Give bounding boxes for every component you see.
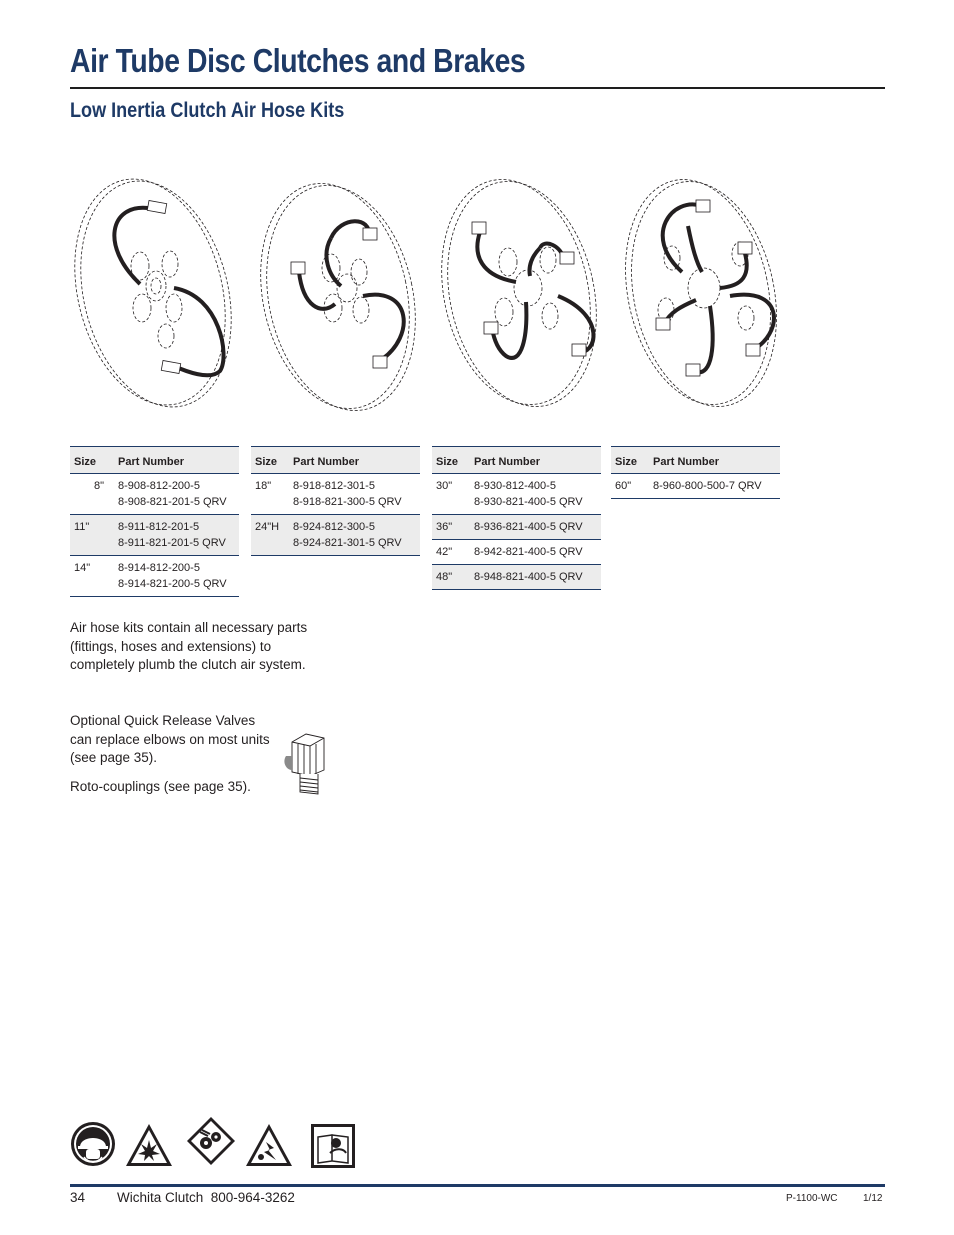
table-row: [70, 556, 239, 597]
size-cell: 18": [251, 474, 289, 515]
part-number-cell: 8-924-812-300-5 8-924-821-301-5 QRV: [289, 515, 420, 556]
part-number-header: Part Number: [470, 447, 601, 474]
size-cell: 11": [70, 515, 114, 556]
table-row: [432, 474, 601, 515]
qrv-note: Optional Quick Release Valves can replace elbows on most units (see page 35).: [70, 713, 270, 765]
part-number-cell: 8-942-821-400-5 QRV: [470, 540, 601, 565]
table-row: [432, 565, 601, 590]
page-title: Air Tube Disc Clutches and Brakes: [70, 42, 526, 79]
clutch-disc-drawing-4-hose: [432, 176, 597, 412]
part-number-cell: 8-930-812-400-5 8-930-821-400-5 QRV: [470, 474, 601, 515]
electrical-warning-icon: [244, 1122, 294, 1168]
part-number-header: Part Number: [289, 447, 420, 474]
table-row: [432, 515, 601, 540]
table-row: [70, 474, 239, 515]
parts-table-18-24: [251, 446, 420, 556]
table-row: [251, 474, 420, 515]
hardhat-icon: [70, 1121, 116, 1167]
part-number-header: Part Number: [114, 447, 239, 474]
rotating-machinery-icon: [186, 1116, 236, 1166]
size-cell: 48": [432, 565, 470, 590]
part-number-header: Part Number: [649, 447, 780, 474]
footer-divider: [70, 1184, 885, 1187]
size-cell: 8": [70, 474, 114, 515]
size-cell: 30": [432, 474, 470, 515]
part-number-cell: 8-918-812-301-5 8-918-821-300-5 QRV: [289, 474, 420, 515]
table-row: [432, 540, 601, 565]
clutch-disc-drawing-2-hose: [70, 176, 235, 412]
title-divider: [70, 87, 885, 89]
size-header: Size: [70, 447, 114, 474]
size-header: Size: [432, 447, 470, 474]
clutch-disc-drawing-6-hose: [612, 176, 777, 412]
size-header: Size: [611, 447, 649, 474]
clutch-disc-drawing-2-hose-large: [251, 176, 416, 412]
company-contact: Wichita Clutch 800-964-3262: [117, 1190, 295, 1205]
parts-table-30-48: [432, 446, 601, 590]
kit-contents-note: Air hose kits contain all necessary parts (fittings, hoses and extensions) to completely plumb the clutch air system.: [70, 620, 308, 672]
size-cell: 14": [70, 556, 114, 597]
part-number-cell: 8-914-812-200-5 8-914-821-200-5 QRV: [114, 556, 239, 597]
quick-release-valve-illustration: [284, 730, 334, 798]
section-subtitle: Low Inertia Clutch Air Hose Kits: [70, 99, 345, 122]
document-code: P-1100-WC: [786, 1193, 838, 1204]
part-number-cell: 8-936-821-400-5 QRV: [470, 515, 601, 540]
size-cell: 24"H: [251, 515, 289, 556]
parts-table-8-14: [70, 446, 239, 597]
roto-coupling-note: Roto-couplings (see page 35).: [70, 779, 251, 794]
table-row: [611, 474, 780, 499]
part-number-cell: 8-960-800-500-7 QRV: [649, 474, 780, 499]
parts-table-60: [611, 446, 780, 499]
explosion-warning-icon: [124, 1122, 174, 1168]
page-number: 34: [70, 1190, 86, 1205]
table-row: [251, 515, 420, 556]
size-cell: 36": [432, 515, 470, 540]
document-date: 1/12: [863, 1193, 883, 1204]
read-manual-icon: [310, 1123, 356, 1169]
part-number-cell: 8-948-821-400-5 QRV: [470, 565, 601, 590]
size-header: Size: [251, 447, 289, 474]
part-number-cell: 8-908-812-200-5 8-908-821-201-5 QRV: [114, 474, 239, 515]
table-row: [70, 515, 239, 556]
part-number-cell: 8-911-812-201-5 8-911-821-201-5 QRV: [114, 515, 239, 556]
size-cell: 60": [611, 474, 649, 499]
size-cell: 42": [432, 540, 470, 565]
